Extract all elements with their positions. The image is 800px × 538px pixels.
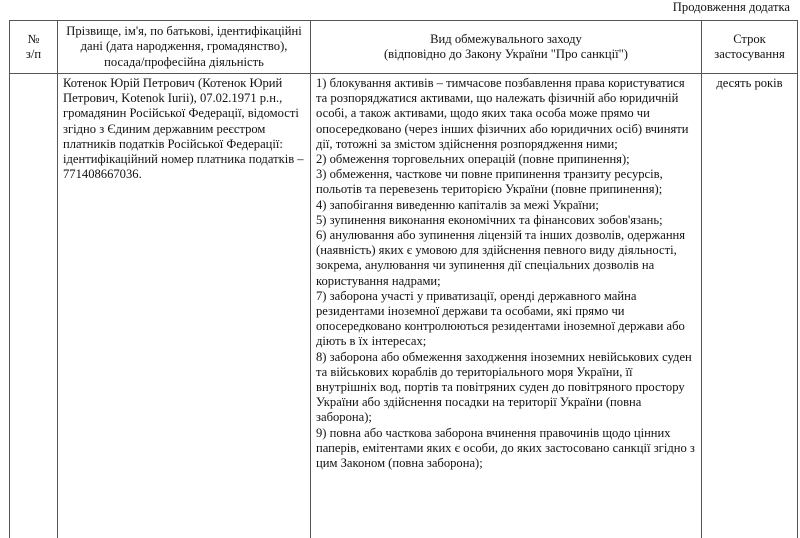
header-measure: [311, 21, 702, 74]
measure-item: 3) обмеження, часткове чи повне припинення транзиту ресурсів, польотів та перевезень територією України (повне припинення);: [316, 167, 696, 197]
measure-item: 1) блокування активів – тимчасове позбавлення права користуватися та розпоряджатися активами, що належать фізичній або юридичній особі, а також активами, щодо яких така особа може прямо чи опосередковано (через інших фізичних або юридичних осіб) вчиняти дії, тотожні за змістом здійснення розпорядження ними;: [316, 76, 696, 152]
person-details: Котенок Юрій Петрович (Котенок Юрий Петрович, Kotenok Iurii), 07.02.1971 р.н., громадянин Російської Федерації, відомості згідно з Єдиним державним реєстром платників податків Російської Федерації: ідентифікаційний номер платника податків – 771408667036.: [58, 74, 311, 538]
row-number: [10, 74, 58, 538]
header-number-label: № з/п: [26, 32, 41, 61]
header-term: [702, 21, 798, 74]
measure-item: 4) запобігання виведенню капіталів за межі України;: [316, 198, 696, 213]
measures-list: [311, 74, 702, 538]
measure-item: 6) анулювання або зупинення ліцензій та інших дозволів, одержання (наявність) яких є умовою для здійснення певного виду діяльності, зокрема, анулювання чи зупинення дії спеціальних дозволів на користування надрами;: [316, 228, 696, 289]
measure-item: 2) обмеження торговельних операцій (повне припинення);: [316, 152, 696, 167]
application-term: десять років: [702, 74, 798, 538]
header-number: [10, 21, 58, 74]
header-measure-label: Вид обмежувального заходу (відповідно до Закону України "Про санкції"): [384, 32, 628, 61]
measure-item: 7) заборона участі у приватизації, оренді державного майна резидентами іноземної держави та особами, які прямо чи опосередковано контролюються резидентами іноземної держави або діють в їх інтересах;: [316, 289, 696, 350]
table-header-row: [10, 21, 798, 74]
header-term-label: Строк застосування: [714, 32, 784, 61]
measure-item: 8) заборона або обмеження заходження іноземних невійськових суден та військових кораблів до територіального моря України, її внутрішніх вод, портів та повітряних суден до повітряного простору України або здійснення посадки на території України (повна заборона);: [316, 350, 696, 426]
continuation-label: Продовження додатка: [673, 0, 790, 15]
measure-item: 5) зупинення виконання економічних та фінансових зобов'язань;: [316, 213, 696, 228]
header-person-label: Прізвище, ім'я, по батькові, ідентифікаційні дані (дата народження, громадянство), посада/професійна діяльність: [66, 24, 301, 69]
table-row: [10, 74, 798, 538]
header-person: [58, 21, 311, 74]
sanctions-table: [9, 20, 798, 538]
measure-item: 9) повна або часткова заборона вчинення правочинів щодо цінних паперів, емітентами яких є особи, до яких застосовано санкції згідно з цим Законом (повна заборона);: [316, 426, 696, 472]
